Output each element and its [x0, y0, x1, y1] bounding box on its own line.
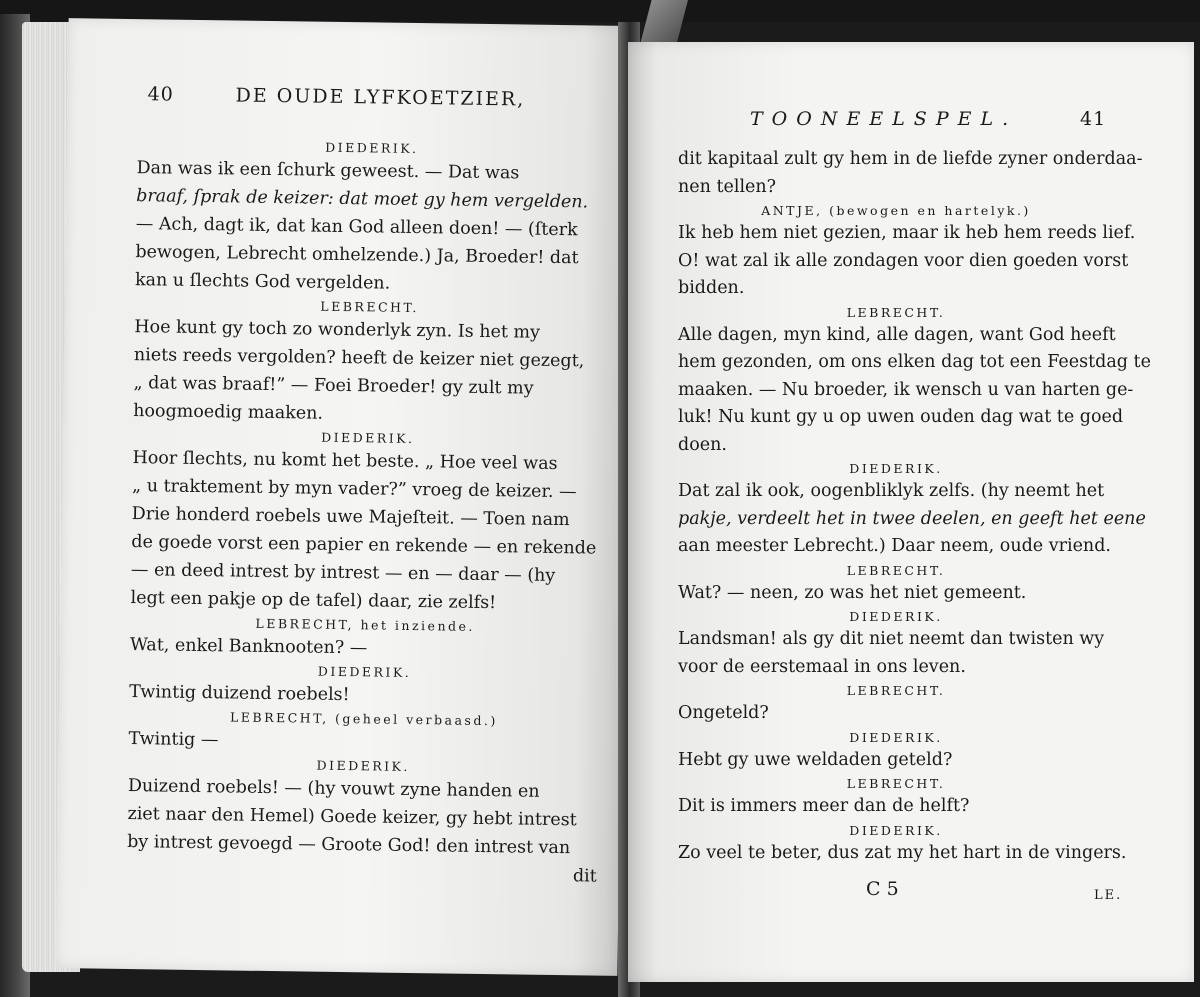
- text-line: Ongeteld?: [678, 703, 769, 723]
- speaker-label: LEBRECHT.: [846, 562, 946, 578]
- text-line: bidden.: [678, 278, 745, 298]
- text-line: pakje, verdeelt het in twee deelen, en geeft het eene: [678, 508, 1146, 529]
- signature-mark: C 5: [866, 878, 899, 900]
- text-line: Hebt gy uwe weldaden geteld?: [678, 749, 953, 770]
- catchword: LE.: [1094, 888, 1123, 903]
- speaker-label: DIEDERIK.: [325, 139, 419, 157]
- text-line: O! wat zal ik alle zondagen voor dien goeden vorst: [678, 250, 1129, 271]
- text-line: aan meester Lebrecht.) Daar neem, oude vriend.: [678, 536, 1111, 556]
- text-line: maaken. — Nu broeder, ik wensch u van harten ge-: [678, 379, 1134, 400]
- text-line: doen.: [678, 434, 727, 455]
- text-line: luk! Nu kunt gy u op uwen ouden dag wat te goed: [678, 407, 1124, 427]
- text-line: Twintig —: [128, 729, 219, 751]
- speaker-label: ANTJE, (bewogen en hartelyk.): [761, 203, 1031, 218]
- text-line: „ u traktement by myn vader?” vroeg de keizer. —: [131, 476, 577, 503]
- left-page: [55, 18, 630, 976]
- catchword: dit: [572, 866, 597, 887]
- text-line: bewogen, Lebrecht omhelzende.) Ja, Broeder! dat: [135, 242, 579, 269]
- text-line: Duizend roebels! — (hy vouwt zyne handen en: [127, 776, 540, 802]
- speaker-label: LEBRECHT.: [846, 304, 946, 320]
- left-page-text: [127, 135, 607, 890]
- text-line: „ dat was braaf!” — Foei Broeder! gy zult my: [133, 373, 534, 399]
- text-line: Wat? — neen, zo was het niet gemeent.: [678, 582, 1027, 603]
- text-line: Dan was ik een ſchurk geweest. — Dat was: [136, 158, 520, 184]
- running-head: TOONEELSPEL.: [750, 108, 1018, 130]
- speaker-label: LEBRECHT.: [320, 298, 420, 316]
- text-line: kan u ſlechts God vergelden.: [134, 270, 391, 294]
- speaker-label: DIEDERIK.: [849, 822, 943, 838]
- text-line: Hoor ſlechts, nu komt het beste. „ Hoe veel was: [132, 448, 558, 474]
- speaker-label: LEBRECHT.: [846, 683, 946, 698]
- text-line: dit kapitaal zult gy hem in de liefde zyner onderdaa-: [678, 149, 1143, 169]
- speaker-label: LEBRECHT, (geheel verbaasd.): [229, 709, 498, 729]
- speaker-label: DIEDERIK.: [849, 609, 943, 624]
- speaker-label: DIEDERIK.: [849, 461, 943, 476]
- page-number: 40: [147, 83, 174, 106]
- text-line: Ik heb hem niet gezien, maar ik heb hem reeds lief.: [678, 223, 1136, 243]
- text-line: Wat, enkel Banknooten? —: [129, 635, 368, 659]
- text-line: by intrest gevoegd — Groote God! den intrest van: [127, 832, 571, 859]
- text-line: voor de eerstemaal in ons leven.: [678, 656, 966, 677]
- speaker-label: DIEDERIK.: [321, 429, 415, 446]
- right-page: [628, 42, 1194, 982]
- text-line: Dit is immers meer dan de helft?: [678, 796, 970, 816]
- text-line: de goede vorst een papier en rekende — en rekende: [131, 532, 597, 559]
- text-line: legt een pakje op de tafel) daar, zie zelfs!: [130, 588, 497, 614]
- text-line: hem gezonden, om ons elken dag tot een Feestdag te: [678, 352, 1151, 372]
- text-line: Alle dagen, myn kind, alle dagen, want God heeft: [678, 324, 1116, 345]
- text-line: — en deed intrest by intrest — en — daar — (hy: [130, 560, 556, 586]
- right-page-text: [678, 146, 1151, 867]
- running-head: DE OUDE LYFKOETZIER,: [235, 84, 526, 111]
- speaker-label: DIEDERIK.: [317, 663, 412, 680]
- text-line: Drie honderd roebels uwe Majeſteit. — Toen nam: [131, 504, 570, 531]
- text-line: niets reeds vergolden? heeft de keizer niet gezegt,: [133, 345, 585, 372]
- speaker-label: DIEDERIK.: [316, 757, 411, 774]
- text-line: Twintig duizend roebels!: [129, 682, 350, 706]
- text-line: Hoe kunt gy toch zo wonderlyk zyn. Is het my: [134, 317, 541, 343]
- speaker-label: DIEDERIK.: [849, 729, 943, 745]
- text-line: Zo veel te beter, dus zat my het hart in de vingers.: [678, 842, 1127, 863]
- text-line: hoogmoedig maaken.: [133, 401, 324, 424]
- text-line: Landsman! als gy dit niet neemt dan twisten wy: [678, 629, 1105, 649]
- text-line: — Ach, dagt ik, dat kan God alleen doen! — (ſterk: [135, 214, 578, 241]
- text-line: braaf, ſprak de keizer: dat moet gy hem vergelden.: [136, 186, 589, 213]
- text-line: ziet naar den Hemel) Goede keizer, gy hebt intrest: [127, 804, 577, 831]
- text-line: Dat zal ik ook, oogenbliklyk zelfs. (hy neemt het: [678, 481, 1105, 501]
- speaker-label: LEBRECHT, het inziende.: [255, 615, 476, 634]
- speaker-label: LEBRECHT.: [846, 776, 946, 791]
- page-number: 41: [1080, 108, 1107, 130]
- text-line: nen tellen?: [678, 176, 777, 197]
